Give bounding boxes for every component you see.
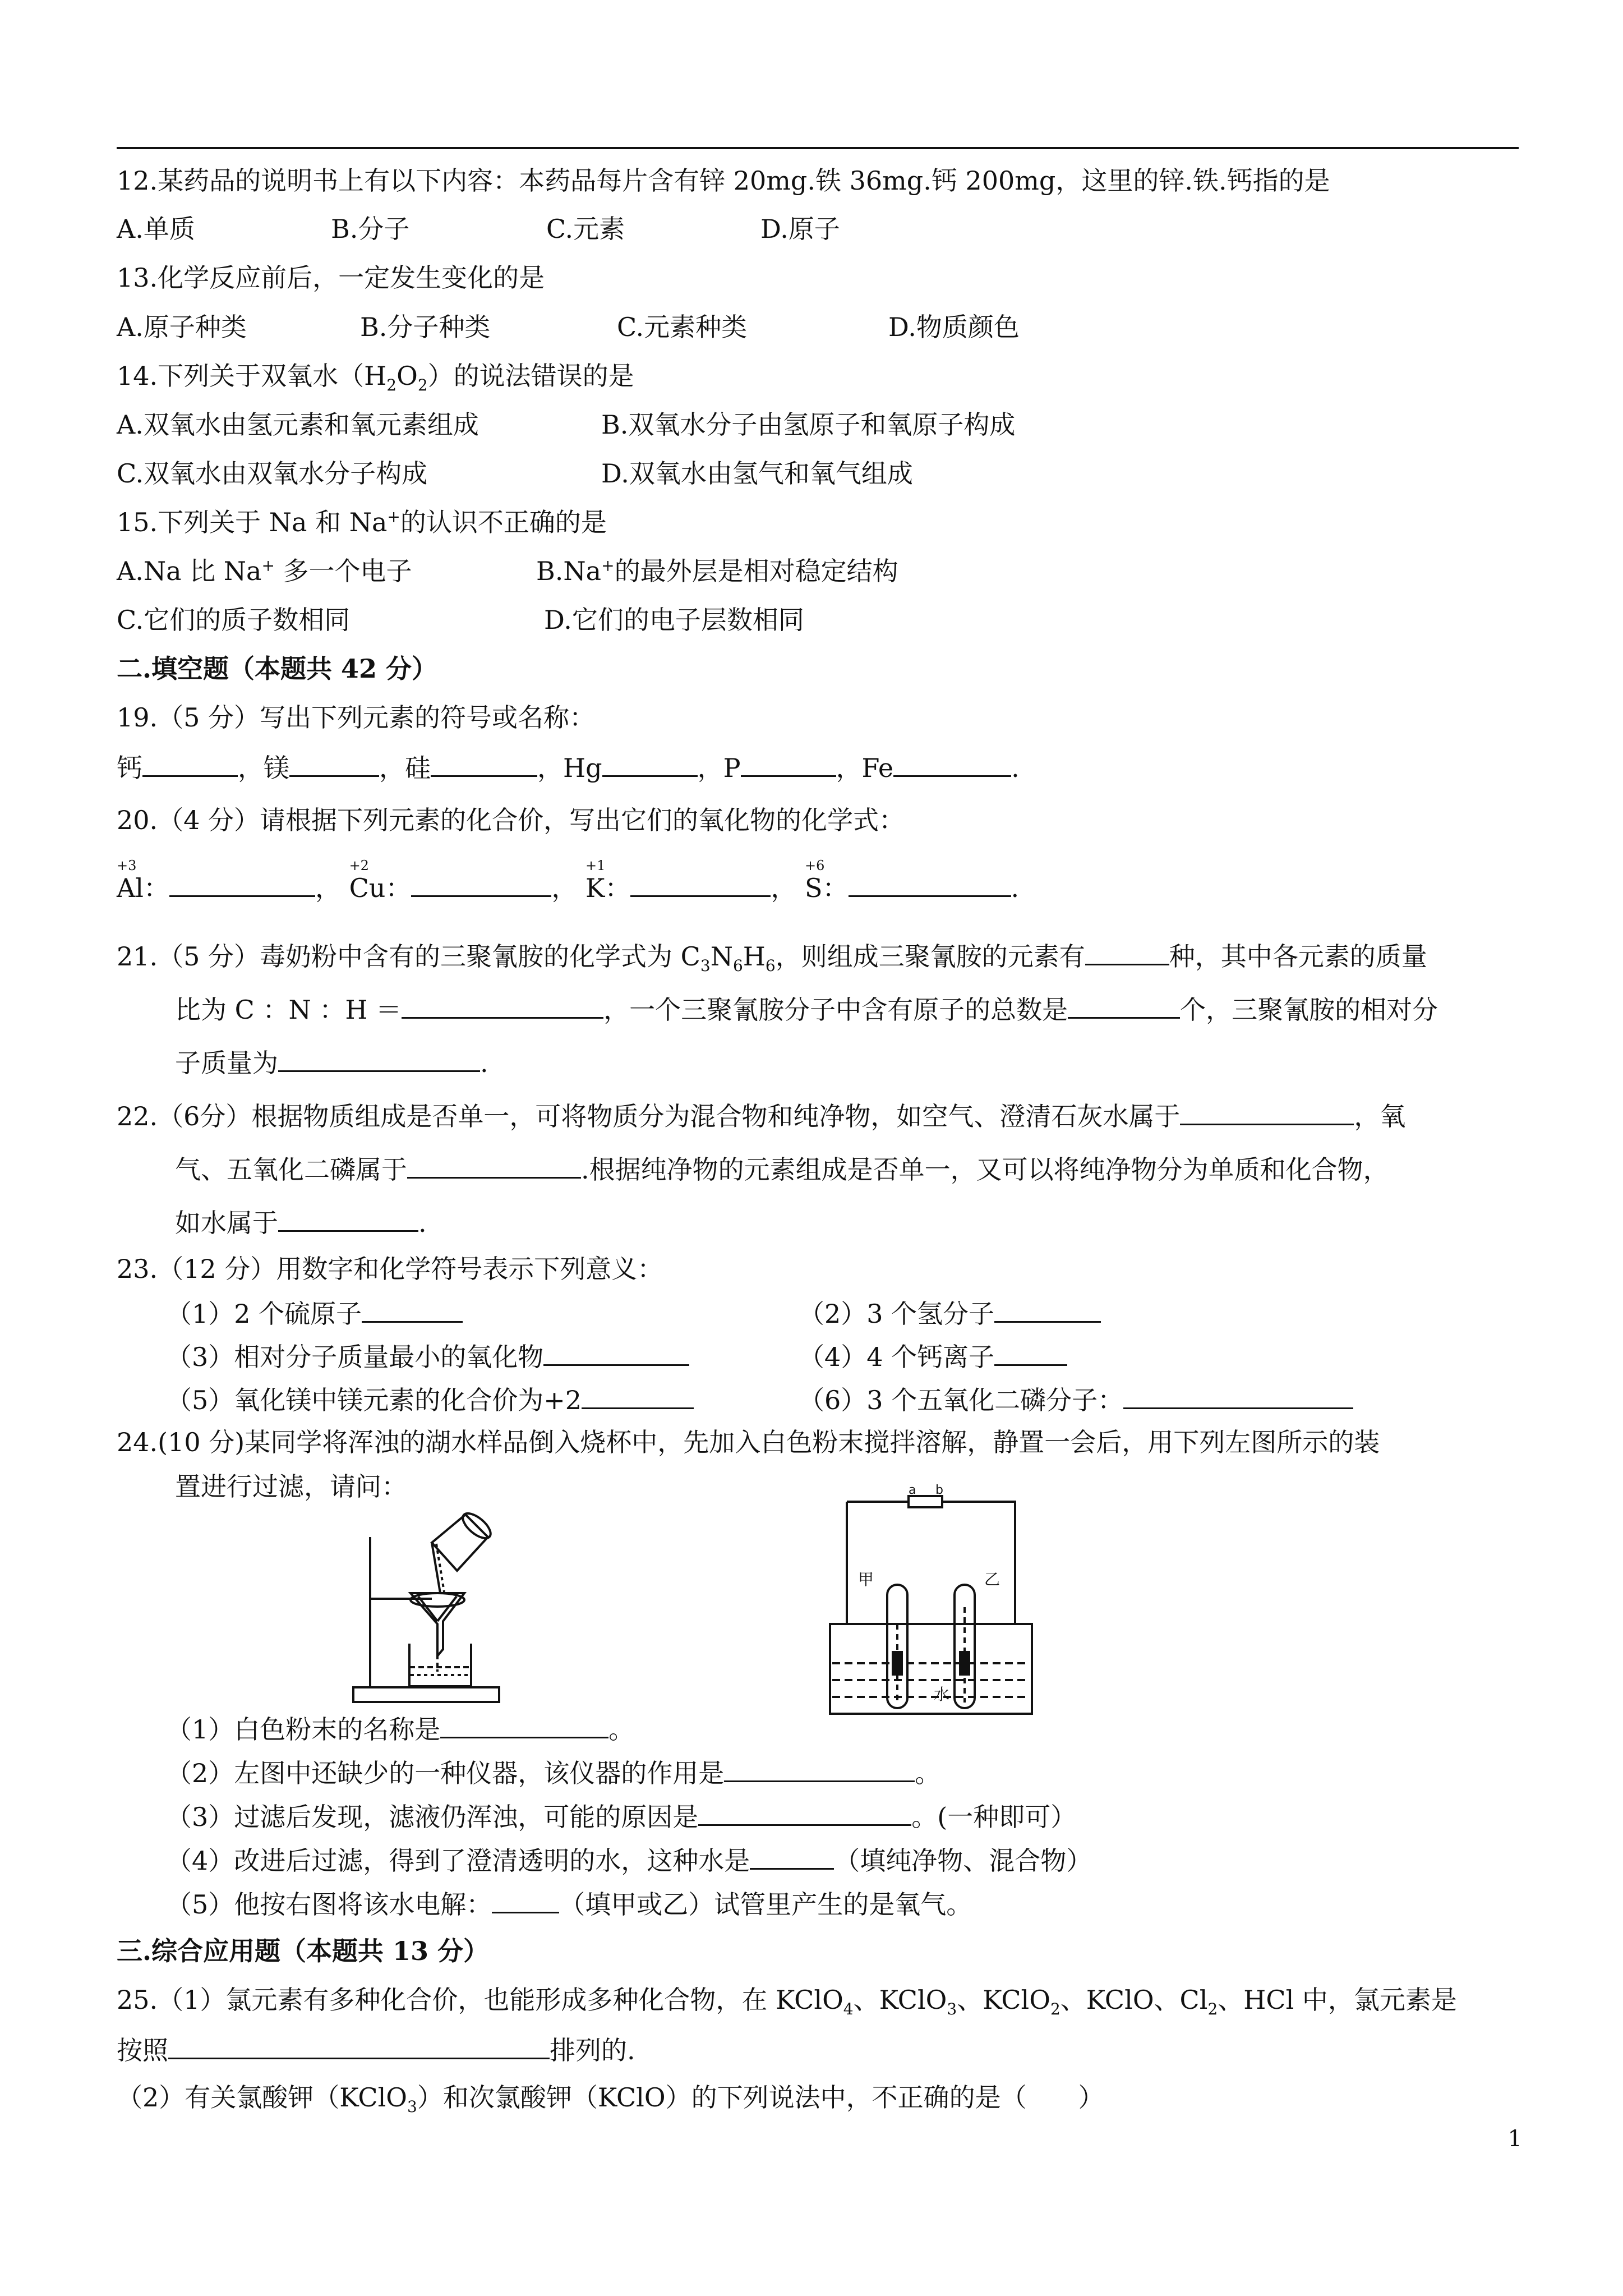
q13-option-b: B.分子种类 [360,312,491,342]
q24-part-1: （1）白色粉末的名称是 。 [166,1711,634,1746]
q12-option-d: D.原子 [760,214,840,244]
q22-blank-2[interactable] [407,1151,581,1179]
label-a: a [909,1483,916,1497]
q13-stem: 13.化学反应前后，一定发生变化的是 [117,263,545,293]
q14-option-b: B.双氧水分子由氢原子和氧原子构成 [601,409,1016,440]
q14-option-a: A.双氧水由氢元素和氧元素组成 [117,409,479,440]
q21-line-1: 21.（5 分）毒奶粉中含有的三聚氰胺的化学式为 $C_3N_6H_6$，则组成三聚氰胺的元素有 种，其中各元素的质量 [117,938,1427,973]
q21-line-2: 比为 C ：N ：H ＝ ，一个三聚氰胺分子中含有原子的总数是 个，三聚氰胺的相对分 [175,991,1438,1027]
q13-option-c: C.元素种类 [617,312,748,342]
q25-blank-1[interactable] [168,2032,550,2059]
q20-blank-3[interactable] [630,869,771,897]
q15-option-c: C.它们的质子数相同 [117,605,351,635]
q24-part-3: （3）过滤后发现，滤液仍浑浊，可能的原因是 。(一种即可） [166,1798,1076,1834]
q20-element-cu: +2 Cu [349,858,386,903]
q20-blank-4[interactable] [849,869,1011,897]
q15-option-a: A.Na 比 Na+ 多一个电子 [117,556,412,586]
q19-blank-3[interactable] [431,749,537,777]
q24-blank-5[interactable] [492,1886,559,1913]
q20-element-s: +6 S [805,858,825,903]
electrode-yi [960,1652,969,1674]
q23-blank-1[interactable] [362,1295,463,1323]
q21-line-3: 子质量为 . [175,1045,488,1080]
q19-blank-5[interactable] [741,749,836,777]
section-3-title: 三.综合应用题（本题共 13 分） [117,1936,490,1966]
q13-option-d: D.物质颜色 [888,312,1020,342]
q12-stem: 12.某药品的说明书上有以下内容：本药品每片含有锌 20mg.铁 36mg.钙 200mg，这里的锌.铁.钙指的是 [117,165,1330,196]
q21-blank-4[interactable] [278,1045,480,1072]
q24-blank-1[interactable] [440,1711,608,1738]
q20-blanks: +3 Al： ， +2 Cu： ， +1 K： ， +6 S： . [117,869,1019,905]
q12-option-c: C.元素 [546,214,625,244]
q20-blank-1[interactable] [169,869,315,897]
q25-line-2: 按照 排列的. [117,2032,635,2067]
q22-blank-1[interactable] [1180,1098,1354,1125]
q19-blank-2[interactable] [289,749,379,777]
funnel [411,1593,464,1656]
q24-blank-4[interactable] [750,1842,834,1870]
q23-blank-6[interactable] [1123,1382,1353,1409]
label-water: 水 [934,1685,950,1704]
section-2-title: 二.填空题（本题共 42 分） [117,654,438,684]
q21-blank-3[interactable] [1068,991,1180,1019]
q24-part-4: （4）改进后过滤，得到了澄清透明的水，这种水是 （填纯净物、混合物） [166,1842,1092,1878]
page-number: 1 [1507,2126,1522,2152]
q25-line-3: （2）有关氯酸钾（KClO$_3$）和次氯酸钾（KClO）的下列说法中，不正确的是（ ） [117,2082,1104,2116]
q23-item-6: （6）3 个五氧化二磷分子： [799,1382,1353,1417]
q21-blank-1[interactable] [1085,938,1169,965]
q22-line-2: 气、五氧化二磷属于 .根据纯净物的元素组成是否单一，又可以将纯净物分为单质和化合物， [175,1151,1389,1186]
q15-stem: 15.下列关于 Na 和 Na+的认识不正确的是 [117,507,607,537]
q23-blank-3[interactable] [543,1338,689,1366]
q21-blank-2[interactable] [402,991,603,1019]
q24-blank-2[interactable] [724,1755,915,1782]
q19-blank-1[interactable] [142,749,238,777]
q22-blank-3[interactable] [278,1204,418,1232]
q14-stem: 14.下列关于双氧水$(H_2O_2)$的说法错误的是 [117,361,634,395]
q23-item-5: （5）氧化镁中镁元素的化合价为+2 [166,1382,694,1417]
q14-option-d: D.双氧水由氢气和氧气组成 [601,458,913,489]
beaker [409,1644,471,1686]
battery [909,1496,942,1507]
pouring-beaker [432,1515,488,1571]
stand-base [353,1687,499,1702]
q24-part-2: （2）左图中还缺少的一种仪器，该仪器的作用是 。 [166,1755,940,1790]
q23-item-1: （1）2 个硫原子 [166,1295,463,1331]
electrolysis-apparatus-figure [824,1483,1038,1719]
q22-line-1: 22.（6分）根据物质组成是否单一，可将物质分为混合物和纯净物，如空气、澄清石灰水属于 ，氧 [117,1098,1405,1133]
q15-option-b: B.Na+的最外层是相对稳定结构 [536,556,898,586]
q14-option-c: C.双氧水由双氧水分子构成 [117,458,428,489]
q24-blank-3[interactable] [698,1798,911,1826]
q13-option-a: A.原子种类 [117,312,247,342]
q23-item-2: （2）3 个氢分子 [799,1295,1101,1331]
label-jia: 甲 [858,1570,874,1589]
q12-option-b: B.分子 [331,214,410,244]
q19-blank-6[interactable] [893,749,1011,777]
water-trough [830,1624,1032,1714]
label-yi: 乙 [984,1570,1000,1589]
q23-blank-4[interactable] [994,1338,1067,1366]
q23-item-3: （3）相对分子质量最小的氧化物 [166,1338,689,1374]
q15-option-d: D.它们的电子层数相同 [544,605,804,635]
q20-stem: 20.（4 分）请根据下列元素的化合价，写出它们的氧化物的化学式： [117,805,905,835]
q19-stem: 19.（5 分）写出下列元素的符号或名称： [117,702,596,733]
wire-right [847,1502,1015,1624]
electrode-jia [893,1652,902,1674]
q20-element-k: +1 K [585,858,606,903]
q19-blanks: 钙 ，镁 ，硅 ，Hg ，P ，Fe . [117,749,1020,785]
filtration-apparatus-figure [348,1509,516,1705]
q23-item-4: （4）4 个钙离子 [799,1338,1067,1374]
q23-stem: 23.（12 分）用数字和化学符号表示下列意义： [117,1254,663,1284]
q24-part-5: （5）他按右图将该水电解： （填甲或乙）试管里产生的是氧气。 [166,1886,972,1921]
q19-blank-4[interactable] [602,749,698,777]
q23-blank-5[interactable] [582,1382,694,1409]
q12-option-a: A.单质 [117,214,195,244]
top-rule [117,147,1519,149]
q24-line-1: 24.(10 分)某同学将浑浊的湖水样品倒入烧杯中，先加入白色粉末搅拌溶解，静置一会后，用下列左图所示的装 [117,1427,1380,1457]
q25-line-1: 25.（1）氯元素有多种化合价，也能形成多种化合物，在 KClO$_4$、KClO$_3$、KClO$_2$、KClO、$Cl_2$、HCl 中，氯元素是 [117,1985,1457,2019]
q23-blank-2[interactable] [994,1295,1101,1323]
q20-element-al: +3 Al [117,858,144,903]
q24-line-2: 置进行过滤，请问： [175,1471,407,1502]
label-b: b [935,1483,943,1497]
q22-line-3: 如水属于 . [175,1204,427,1240]
q20-blank-2[interactable] [411,869,551,897]
